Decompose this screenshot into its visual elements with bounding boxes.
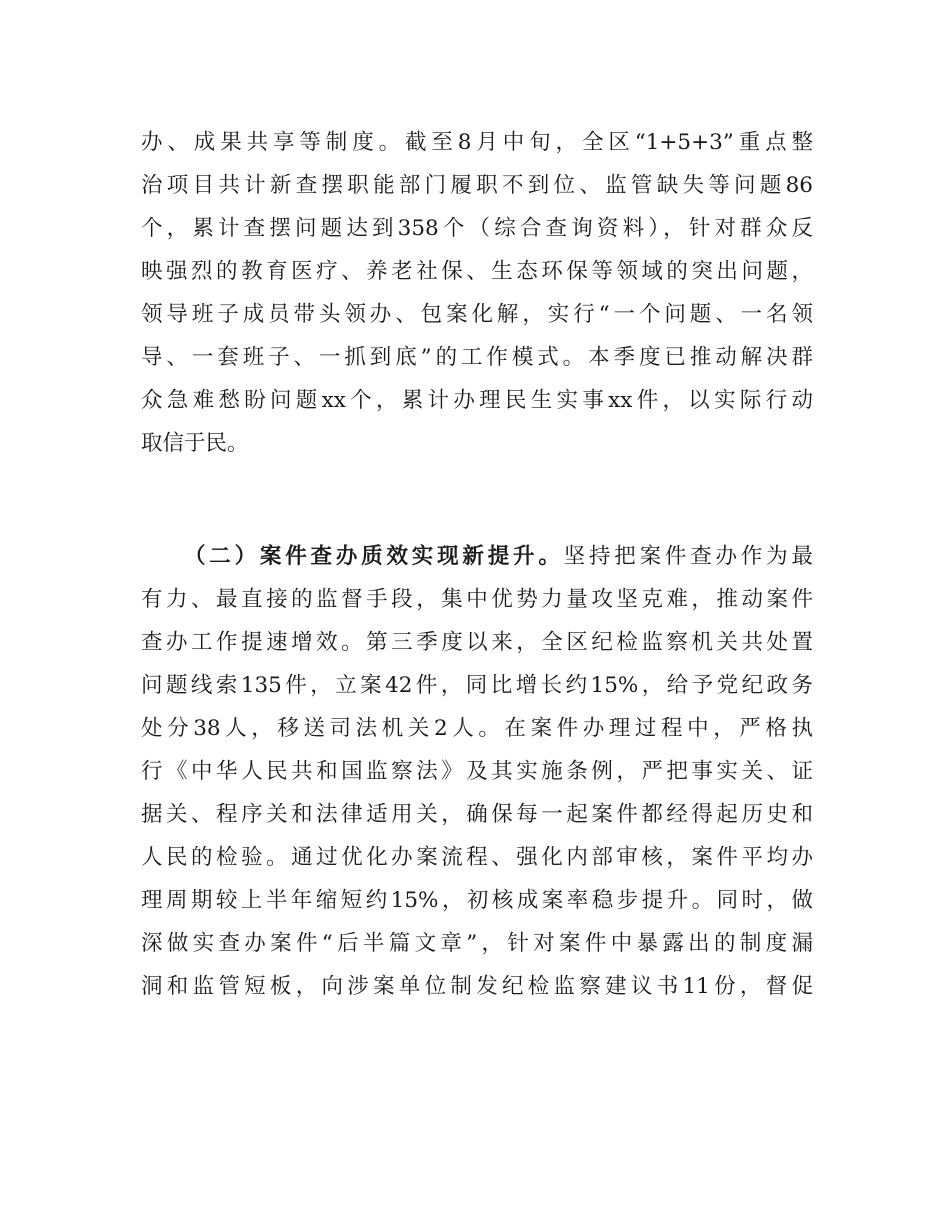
paragraph-2-line: 处分38人，移送司法机关2人。在案件办理过程中，严格执	[141, 716, 813, 741]
paragraph-2-line: 深做实查办案件“后半篇文章”，针对案件中暴露出的制度漏	[141, 931, 813, 956]
paragraph-2-first-line	[184, 535, 813, 579]
paragraph-1-line: 治项目共计新查摆职能部门履职不到位、监管缺失等问题86	[141, 173, 813, 198]
paragraph-2-line: 人民的检验。通过优化办案流程、强化内部审核，案件平均办	[141, 845, 813, 870]
paragraph-2-line: 据关、程序关和法律适用关，确保每一起案件都经得起历史和	[141, 802, 813, 827]
paragraph-1-line: 办、成果共享等制度。截至8月中旬，全区“1+5+3”重点整	[141, 130, 813, 155]
paragraph-2-line: 有力、最直接的监督手段，集中优势力量攻坚克难，推动案件	[141, 587, 813, 612]
paragraph-2-line: 查办工作提速增效。第三季度以来，全区纪检监察机关共处置	[141, 630, 813, 655]
section-heading: （二）案件查办质效实现新提升。	[184, 544, 564, 569]
paragraph-1-line: 映强烈的教育医疗、养老社保、生态环保等领域的突出问题，	[141, 259, 813, 284]
paragraph-1-line: 个，累计查摆问题达到358个（综合查询资料），针对群众反	[141, 216, 813, 241]
paragraph-2-line: 问题线索135件，立案42件，同比增长约15%，给予党纪政务	[141, 673, 813, 698]
paragraph-2-line: 理周期较上半年缩短约15%，初核成案率稳步提升。同时，做	[141, 888, 813, 913]
paragraph-1-line: 领导班子成员带头领办、包案化解，实行“一个问题、一名领	[141, 302, 813, 327]
paragraph-2-line: 行《中华人民共和国监察法》及其实施条例，严把事实关、证	[141, 759, 813, 784]
paragraph-1-line: 取信于民。	[141, 431, 249, 456]
paragraph-1-line: 导、一套班子、一抓到底”的工作模式。本季度已推动解决群	[141, 345, 813, 370]
paragraph-2-first-line-text: 坚持把案件查办作为最	[563, 544, 813, 569]
paragraph-2-line: 洞和监管短板，向涉案单位制发纪检监察建议书11份，督促	[141, 974, 813, 999]
paragraph-1-line: 众急难愁盼问题xx个，累计办理民生实事xx件，以实际行动	[141, 388, 813, 413]
